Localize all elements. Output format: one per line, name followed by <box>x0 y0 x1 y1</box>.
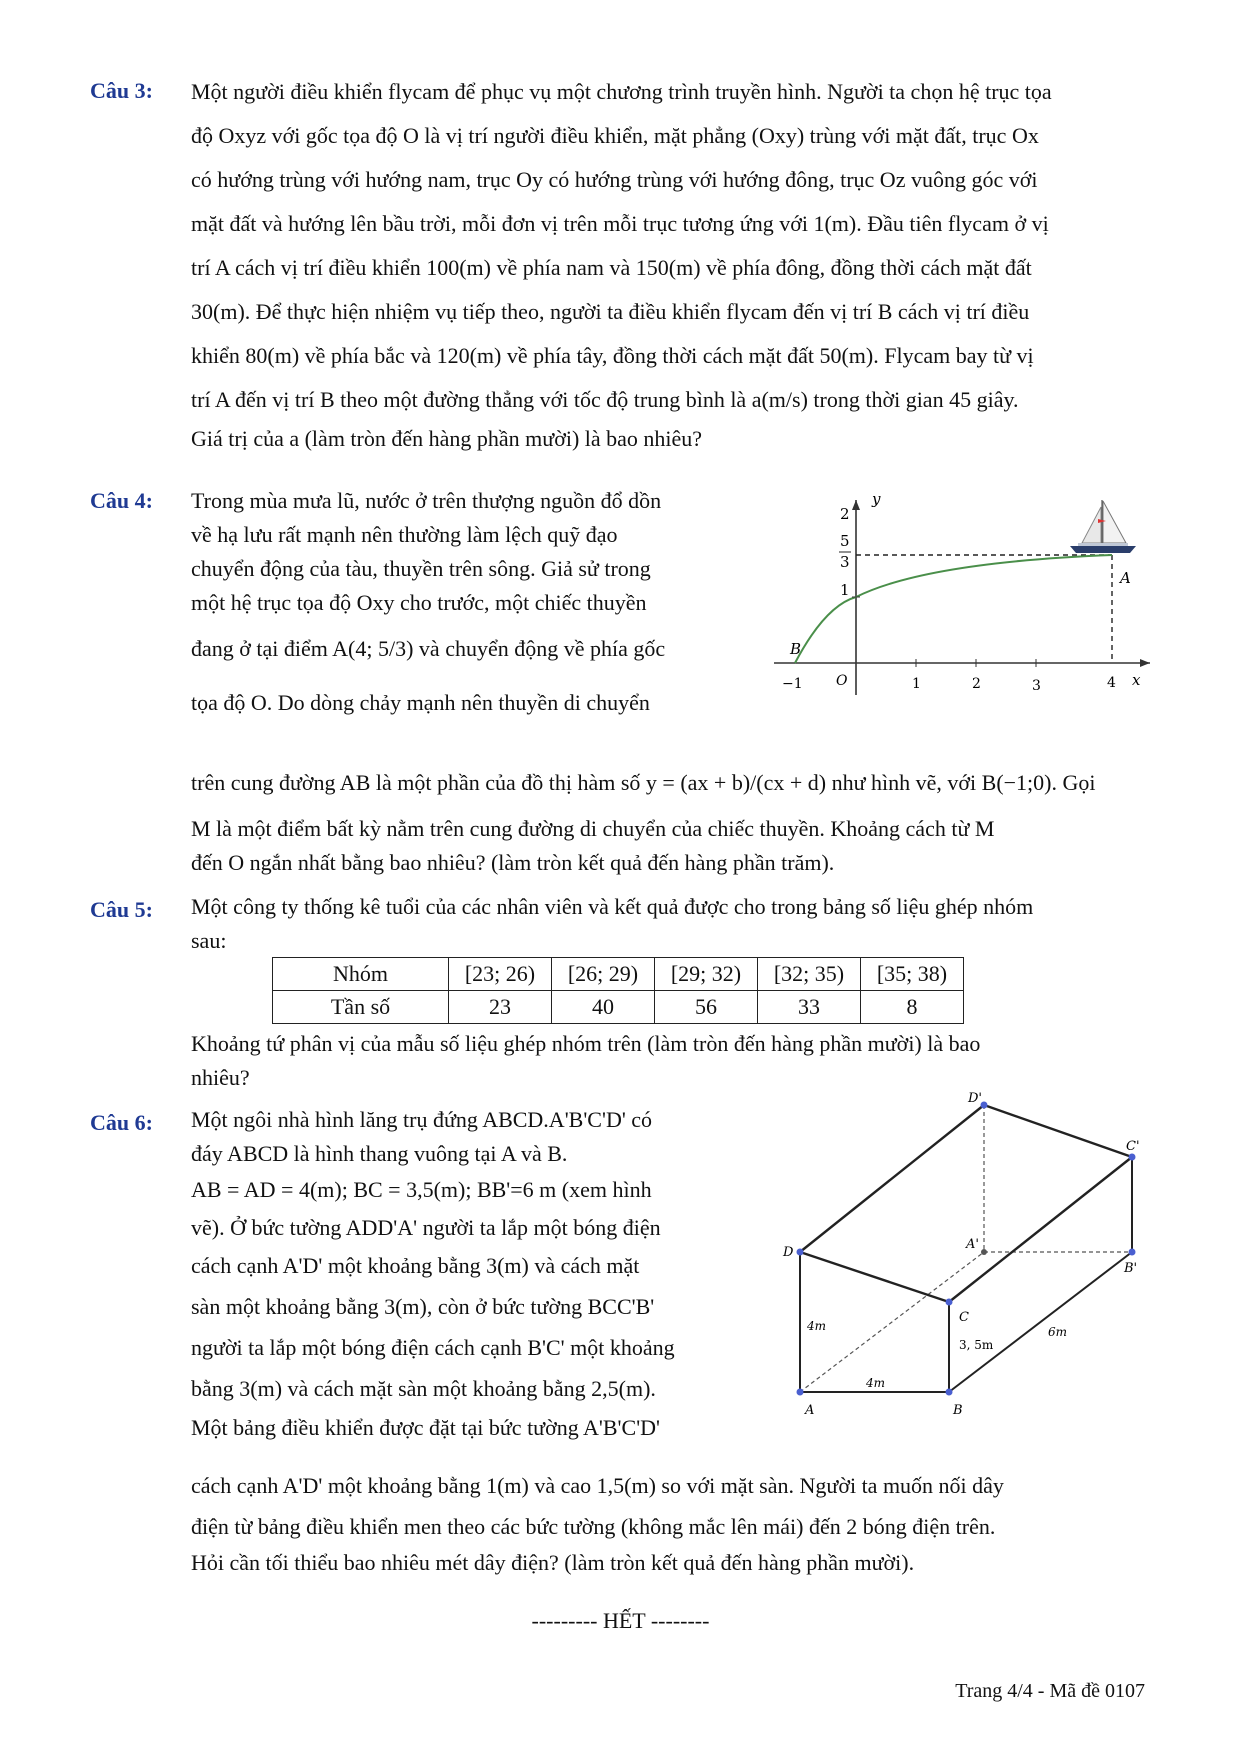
q3-line: mặt đất và hướng lên bầu trời, mỗi đơn vị trên mỗi trục tương ứng với 1(m). Đầu tiên flycam ở vị <box>191 211 1049 236</box>
q4-line: về hạ lưu rất mạnh nên thường làm lệch quỹ đạo <box>191 522 618 547</box>
q3-line: trí A cách vị trí điều khiển 100(m) về phía nam và 150(m) về phía đông, đồng thời cách mặt đất <box>191 255 1032 280</box>
q6-line: Hỏi cần tối thiểu bao nhiêu mét dây điện? (làm tròn kết quả đến hàng phần mười). <box>191 1550 915 1575</box>
dimension-label: 4m <box>866 1376 886 1390</box>
table-group-cell: [23; 26) <box>449 958 552 991</box>
q5-line: Khoảng tứ phân vị của mẫu số liệu ghép nhóm trên (làm tròn đến hàng phần mười) là bao <box>191 1031 981 1056</box>
vertex <box>797 1249 804 1256</box>
edge-dd' <box>800 1105 984 1252</box>
q6-line: Một bảng điều khiển được đặt tại bức tường A'B'C'D' <box>191 1415 661 1440</box>
table-group-cell: [32; 35) <box>758 958 861 991</box>
axis-x-label: x <box>1132 671 1141 689</box>
q3-line: 30(m). Để thực hiện nhiệm vụ tiếp theo, người ta điều khiển flycam đến vị trí B cách vị trí điều <box>191 299 1030 324</box>
table-header-cell: Nhóm <box>273 958 449 991</box>
vertex <box>1129 1249 1136 1256</box>
q4-body-full <box>191 754 1151 880</box>
q4-line: Trong mùa mưa lũ, nước ở trên thượng nguồn đổ dồn <box>191 488 662 513</box>
table-freq-cell: 33 <box>758 991 861 1024</box>
table-freq-cell: 40 <box>552 991 655 1024</box>
end-mark: --------- HẾT -------- <box>531 1608 710 1633</box>
point-a-label: A <box>1120 569 1131 587</box>
q5-line: Một công ty thống kê tuổi của các nhân viên và kết quả được cho trong bảng số liệu ghép nhóm <box>191 894 1034 919</box>
y-axis-arrow <box>852 500 860 510</box>
q5-label: Câu 5: <box>90 897 153 922</box>
table-freq-cell: 23 <box>449 991 552 1024</box>
y-tick-label: 1 <box>840 581 850 599</box>
q4-line: một hệ trục tọa độ Oxy cho trước, một chiếc thuyền <box>191 590 647 615</box>
q6-body-left <box>191 1103 757 1445</box>
vertex <box>981 1249 987 1255</box>
table-freq-cell: 56 <box>655 991 758 1024</box>
table-row <box>273 958 964 991</box>
q4-body-left <box>191 484 751 728</box>
y-tick-label: 2 <box>840 505 850 523</box>
x-tick-label: 3 <box>1032 678 1041 694</box>
vertex-label: B <box>953 1403 963 1418</box>
table-freq-cell: 8 <box>861 991 964 1024</box>
edge-hidden <box>800 1252 984 1392</box>
frequency-table <box>272 957 964 1024</box>
edge-dc <box>800 1252 949 1302</box>
table-group-cell: [26; 29) <box>552 958 655 991</box>
x-axis-arrow <box>1140 659 1150 667</box>
q3-line: trí A đến vị trí B theo một đường thẳng với tốc độ trung bình là a(m/s) trong thời gian 45 giây. <box>191 387 1019 412</box>
q6-line: cách cạnh A'D' một khoảng bằng 3(m) và cách mặt <box>191 1253 640 1278</box>
q4-line: trên cung đường AB là một phần của đồ thị hàm số y = (ax + b)/(cx + d) như hình vẽ, với B(−1;0). Gọi <box>191 770 1096 795</box>
vertex-label: C' <box>1126 1139 1140 1154</box>
x-tick-label: −1 <box>782 676 803 692</box>
q3-body <box>191 70 1151 456</box>
q4-line: đang ở tại điểm A(4; 5/3) và chuyển động về phía gốc <box>191 636 666 661</box>
vertex-label: A <box>805 1403 815 1418</box>
q6-body-full <box>191 1464 1151 1580</box>
edge-c'c <box>949 1157 1132 1302</box>
q5-question <box>191 1027 1151 1095</box>
y-tick-label: 5 <box>840 532 850 550</box>
curve-ab <box>795 555 1112 663</box>
vertex <box>797 1389 804 1396</box>
x-tick-label: 2 <box>972 676 981 692</box>
vertex-label: D' <box>968 1092 982 1106</box>
q4-line: đến O ngắn nhất bằng bao nhiêu? (làm tròn kết quả đến hàng phần trăm). <box>191 850 835 875</box>
page-footer: Trang 4/4 - Mã đề 0107 <box>955 1680 1145 1702</box>
q5-intro <box>191 890 1151 958</box>
axis-y-label: y <box>872 490 881 508</box>
point-b-label: B <box>790 640 802 658</box>
y-tick-label: 3 <box>840 553 850 571</box>
vertex-label: D <box>783 1245 794 1260</box>
q6-line: sàn một khoảng bằng 3(m), còn ở bức tường BCC'B' <box>191 1294 655 1319</box>
table-header-cell: Tần số <box>273 991 449 1024</box>
q6-line: AB = AD = 4(m); BC = 3,5(m); BB'=6 m (xem hình <box>191 1177 652 1202</box>
q3-line: có hướng trùng với hướng nam, trục Oy có hướng trùng với hướng đông, trục Oz vuông góc với <box>191 167 1038 192</box>
q3-label: Câu 3: <box>90 78 153 103</box>
q6-line: đáy ABCD là hình thang vuông tại A và B. <box>191 1141 568 1166</box>
vertex <box>946 1299 953 1306</box>
q5-line: sau: <box>191 928 227 953</box>
vertex-label: B' <box>1124 1261 1138 1276</box>
dimension-label: 4m <box>807 1319 827 1333</box>
q3-line: Giá trị của a (làm tròn đến hàng phần mười) là bao nhiêu? <box>191 426 703 451</box>
table-group-cell: [35; 38) <box>861 958 964 991</box>
x-tick-label: 4 <box>1107 675 1116 691</box>
dimension-label: 6m <box>1048 1325 1068 1339</box>
vertex <box>1129 1154 1136 1161</box>
prism-figure <box>780 1092 1160 1422</box>
q6-line: bằng 3(m) và cách mặt sàn một khoảng bằng 2,5(m). <box>191 1376 656 1401</box>
edge-bb' <box>949 1252 1132 1392</box>
table-group-cell: [29; 32) <box>655 958 758 991</box>
q5-line: nhiêu? <box>191 1065 250 1090</box>
vertex <box>946 1389 953 1396</box>
x-tick-label: 1 <box>912 676 921 692</box>
vertex-label: A' <box>966 1237 979 1252</box>
q6-line: cách cạnh A'D' một khoảng bằng 1(m) và cao 1,5(m) so với mặt sàn. Người ta muốn nối dây <box>191 1473 1004 1498</box>
q6-line: điện từ bảng điều khiển men theo các bức tường (không mắc lên mái) đến 2 bóng điện trên. <box>191 1514 996 1539</box>
q6-line: vẽ). Ở bức tường ADD'A' người ta lắp một bóng điện <box>191 1215 661 1240</box>
x-tick-label: O <box>836 673 848 689</box>
q6-label: Câu 6: <box>90 1110 153 1135</box>
q4-graph <box>760 485 1160 700</box>
vertex-label: C <box>959 1310 969 1325</box>
dimension-label: 3, 5m <box>959 1338 994 1352</box>
q3-line: độ Oxyz với gốc tọa độ O là vị trí người điều khiển, mặt phẳng (Oxy) trùng với mặt đất, trục Ox <box>191 123 1039 148</box>
edge-d'c' <box>984 1105 1132 1157</box>
q6-line: người ta lắp một bóng điện cách cạnh B'C' một khoảng <box>191 1335 675 1360</box>
q3-line: Một người điều khiển flycam để phục vụ một chương trình truyền hình. Người ta chọn hệ trục tọa <box>191 79 1052 104</box>
q3-line: khiển 80(m) về phía bắc và 120(m) về phía tây, đồng thời cách mặt đất 50(m). Flycam bay từ vị <box>191 343 1034 368</box>
q4-line: tọa độ O. Do dòng chảy mạnh nên thuyền di chuyển <box>191 690 650 715</box>
table-row <box>273 991 964 1024</box>
q4-line: chuyển động của tàu, thuyền trên sông. Giả sử trong <box>191 556 651 581</box>
boat-icon <box>1070 500 1136 553</box>
q6-line: Một ngôi nhà hình lăng trụ đứng ABCD.A'B'C'D' có <box>191 1107 653 1132</box>
q4-label: Câu 4: <box>90 488 153 513</box>
q4-line: M là một điểm bất kỳ nằm trên cung đường di chuyển của chiếc thuyền. Khoảng cách từ M <box>191 816 995 841</box>
